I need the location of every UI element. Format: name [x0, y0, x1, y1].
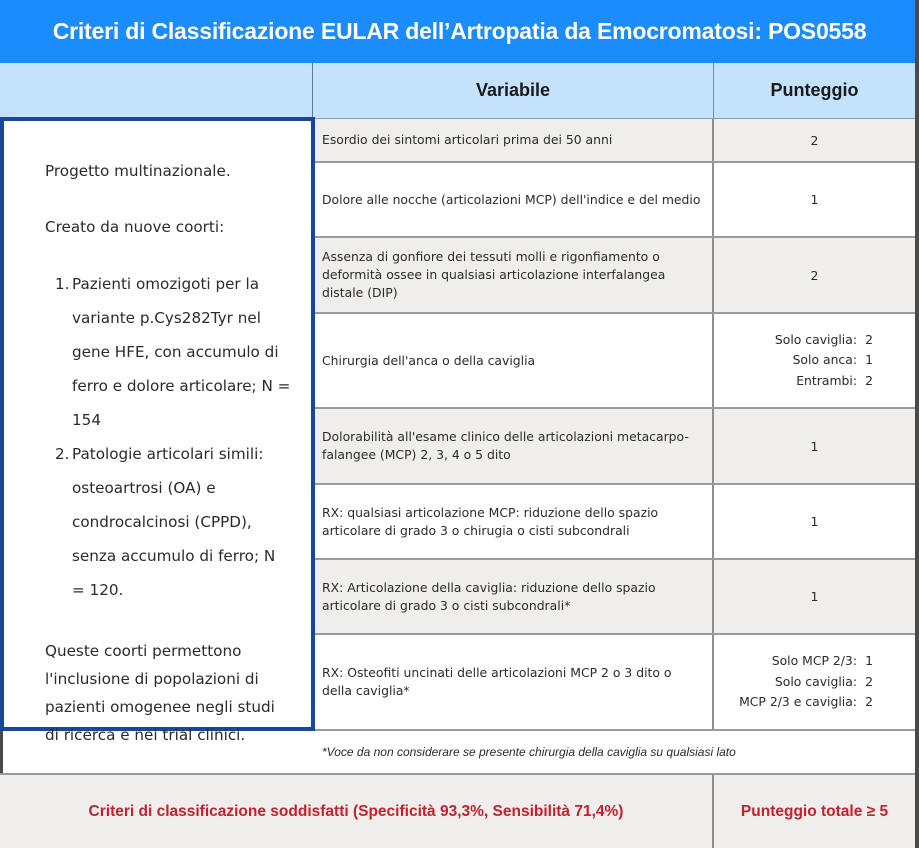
table-row [313, 163, 915, 238]
table-row [313, 635, 915, 731]
cohort-number: 2. [55, 445, 70, 463]
criterion-variable: Assenza di gonfiore dei tessuti molli e rigonfiamento o deformità ossee in qualsiasi articolazione interfalangea distale (DIP) [313, 238, 714, 312]
criterion-score: 1 [810, 514, 819, 529]
panel-created: Creato da nuove coorti: [45, 218, 225, 236]
score-option-label: Entrambi: [796, 372, 857, 388]
criterion-variable: Dolorabilità all'esame clinico delle articolazioni metacarpo-falangee (MCP) 2, 3, 4 o 5 dito [313, 409, 714, 483]
table-row [313, 409, 915, 485]
header-score: Punteggio [770, 80, 859, 100]
criteria-met-label: Criteri di classificazione soddisfatti (Specificità 93,3%, Sensibilità 71,4%) [0, 775, 714, 848]
score-option-label: Solo MCP 2/3: [771, 653, 857, 669]
summary-row [0, 775, 919, 848]
criterion-variable: Chirurgia dell'anca o della caviglia [313, 314, 714, 407]
score-option [793, 350, 873, 371]
header-empty-cell [0, 63, 313, 118]
criterion-variable: RX: Articolazione della caviglia: riduzione dello spazio articolare di grado 3 o cisti subcondrali* [313, 560, 714, 633]
cohort-item [55, 267, 291, 437]
criterion-variable: Esordio dei sintomi articolari prima dei 50 anni [313, 119, 714, 161]
page-title [0, 0, 919, 63]
score-option-label: Solo caviglia: [774, 331, 857, 347]
table-row [313, 119, 915, 163]
score-option-value: 2 [865, 372, 873, 388]
table-row [313, 560, 915, 635]
criterion-variable: RX: qualsiasi articolazione MCP: riduzione dello spazio articolare di grado 3 o chirugia o cisti subcondrali [313, 485, 714, 558]
score-option-value: 1 [865, 352, 873, 368]
score-option [796, 371, 873, 392]
criterion-score: 2 [810, 132, 819, 148]
table-row [313, 485, 915, 560]
cohort-text: Pazienti omozigoti per la variante p.Cys282Tyr nel gene HFE, con accumulo di ferro e dolore articolare; N = 154 [72, 275, 291, 429]
header-variable: Variabile [313, 63, 714, 118]
score-option [772, 651, 873, 672]
criterion-score: 2 [810, 267, 819, 283]
score-option [775, 330, 873, 351]
cohort-description-panel [0, 117, 315, 744]
score-option-value: 2 [865, 694, 873, 710]
score-option-value: 2 [865, 673, 873, 689]
criterion-score-breakdown [714, 314, 915, 407]
score-option-value: 2 [865, 331, 873, 347]
criterion-variable: Dolore alle nocche (articolazioni MCP) dell'indice e del medio [313, 163, 714, 236]
criteria-table [313, 119, 915, 731]
right-frame-border [915, 0, 919, 848]
cohort-item [55, 437, 291, 607]
score-option-value: 1 [865, 653, 873, 669]
panel-outro: Queste coorti permettono l'inclusione di popolazioni di pazienti omogenee negli studi di ricerca e nei trial clinici. [45, 642, 275, 744]
total-score-threshold: Punteggio totale ≥ 5 [740, 802, 889, 820]
title-text: Criteri di Classificazione EULAR dell’Artropatia da Emocromatosi: POS0558 [52, 18, 867, 44]
score-option-label: Solo anca: [792, 352, 857, 368]
criterion-score-breakdown [714, 635, 915, 729]
table-header [0, 63, 919, 119]
table-row [313, 238, 915, 314]
score-option [775, 672, 873, 693]
score-option-label: MCP 2/3 e caviglia: [739, 694, 857, 710]
score-option-label: Solo caviglia: [774, 673, 857, 689]
criterion-score: 1 [810, 192, 819, 207]
cohort-number: 1. [55, 275, 70, 293]
cohort-text: Patologie articolari simili: osteoartrosi (OA) e condrocalcinosi (CPPD), senza accumulo di ferro; N = 120. [72, 445, 276, 599]
criterion-variable: RX: Osteofiti uncinati delle articolazioni MCP 2 o 3 dito o della caviglia* [313, 635, 714, 729]
panel-intro: Progetto multinazionale. [45, 162, 231, 180]
score-option [739, 692, 873, 713]
footnote: *Voce da non considerare se presente chirurgia della caviglia su qualsiasi lato [322, 745, 736, 759]
criterion-score: 1 [810, 438, 819, 454]
table-row [313, 314, 915, 409]
cohort-list [55, 267, 291, 607]
criterion-score: 1 [810, 589, 819, 604]
